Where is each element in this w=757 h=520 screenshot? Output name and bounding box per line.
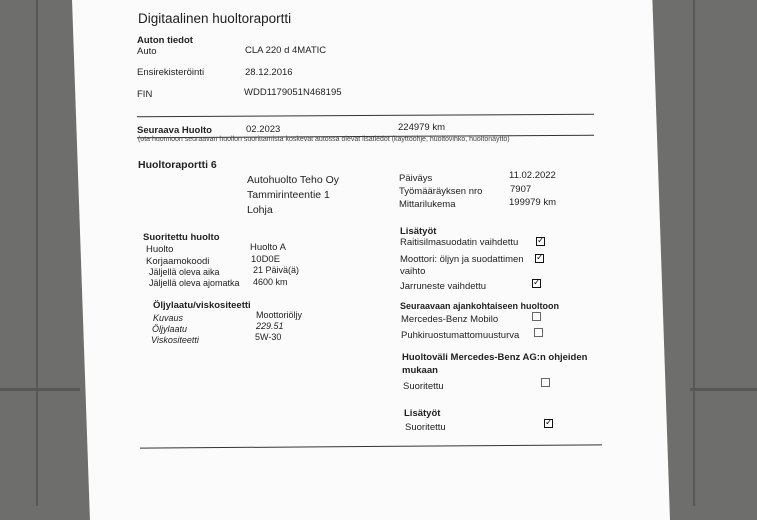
next-service-date: 02.2023 (246, 124, 281, 135)
distance-remaining-value: 4600 km (253, 277, 288, 287)
next-service-note: (ota huomioon seuraavan huollon suorittamista koskevat autossa olevat lisätiedot (käyttöohje, huoltovihko, huoltonäyttö) (138, 136, 510, 143)
odometer-label: Mittarilukema (399, 199, 456, 210)
upcoming-heading: Seuraavaan ajankohtaiseen huoltoon (400, 301, 560, 311)
floor-seam (693, 0, 695, 506)
report-heading: Huoltoraportti 6 (138, 159, 217, 171)
fin-value: WDD1179051N468195 (244, 87, 342, 98)
oil-description-label: Kuvaus (153, 313, 184, 323)
date-label: Päiväys (399, 173, 433, 184)
work-order-value: 7907 (510, 184, 532, 195)
car-label: Auto (137, 46, 157, 57)
workshop-code-value: 10D0E (251, 254, 281, 265)
fin-label: FIN (137, 89, 153, 100)
oil-heading: Öljylaatu/viskositeetti (153, 300, 251, 311)
extra-work-item-label: Raitisilmasuodatin vaihdettu (400, 237, 519, 248)
oil-description-value: Moottoriöljy (256, 310, 303, 320)
upcoming-item-label: Mercedes-Benz Mobilo (401, 314, 499, 325)
extra-work2-heading: Lisätyöt (404, 408, 441, 419)
car-info-heading: Auton tiedot (137, 35, 193, 46)
interval-heading: Huoltoväli Mercedes-Benz AG:n ohjeiden (402, 352, 588, 363)
service-label: Huolto (146, 244, 174, 255)
oil-grade-value: 229.51 (256, 321, 284, 331)
distance-remaining-label: Jäljellä oleva ajomatka (149, 278, 240, 288)
extra-work-item-label: Jarruneste vaihdettu (400, 281, 487, 292)
upcoming-item-label: Puhkiruostumattomuusturva (401, 330, 520, 341)
checkbox-unchecked[interactable] (532, 312, 541, 321)
odometer-value: 199979 km (509, 197, 557, 208)
workshop-city: Lohja (247, 204, 273, 216)
floor-seam (36, 0, 38, 506)
time-remaining-value: 21 Päivä(ä) (253, 265, 300, 275)
viscosity-value: 5W-30 (255, 332, 282, 342)
floor-seam (690, 388, 757, 391)
workshop-code-label: Korjaamokoodi (146, 256, 210, 267)
checkbox-checked[interactable]: ✓ (533, 278, 541, 288)
extra-work-heading: Lisätyöt (400, 226, 437, 237)
checkbox-checked[interactable]: ✓ (537, 236, 545, 246)
interval-heading-cont: mukaan (402, 365, 438, 376)
checkbox-checked[interactable]: ✓ (545, 418, 553, 428)
service-done-heading: Suoritettu huolto (143, 232, 220, 243)
checkbox-checked[interactable]: ✓ (536, 253, 544, 263)
interval-item-label: Suoritettu (403, 381, 444, 392)
page-title: Digitaalinen huoltoraportti (138, 11, 292, 26)
floor-seam (0, 388, 80, 391)
workshop-address: Tammirinteentie 1 (247, 189, 330, 201)
next-service-label: Seuraava Huolto (137, 125, 212, 136)
date-value: 11.02.2022 (509, 170, 556, 181)
oil-grade-label: Öljylaatu (152, 324, 188, 334)
service-value: Huolto A (250, 242, 286, 253)
extra-work2-item-label: Suoritettu (405, 422, 446, 433)
work-order-label: Työmääräyksen nro (399, 186, 483, 197)
extra-work-item-label: Moottori: öljyn ja suodattimen (400, 254, 524, 265)
workshop-name: Autohuolto Teho Oy (247, 174, 340, 186)
checkbox-unchecked[interactable] (534, 328, 543, 337)
extra-work-item-label: vaihto (400, 266, 426, 277)
next-service-km: 224979 km (398, 122, 446, 133)
viscosity-label: Viskositeetti (151, 335, 199, 345)
registration-value: 28.12.2016 (245, 67, 293, 78)
registration-label: Ensirekisteröinti (137, 67, 205, 78)
checkbox-unchecked[interactable] (541, 378, 550, 387)
time-remaining-label: Jäljellä oleva aika (149, 267, 220, 277)
car-value: CLA 220 d 4MATIC (245, 45, 327, 56)
